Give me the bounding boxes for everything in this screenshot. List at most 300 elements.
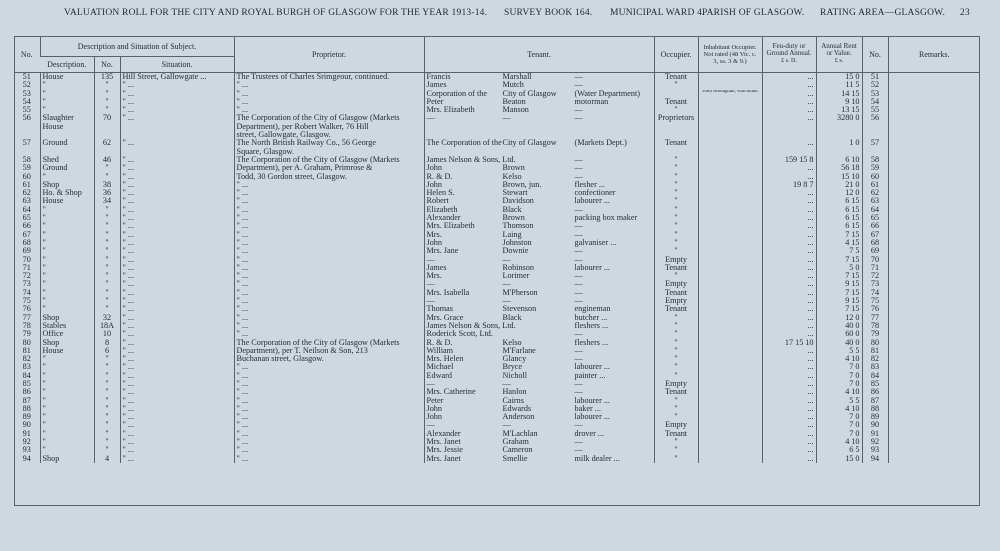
occupier-cell: " xyxy=(654,413,698,421)
street-number xyxy=(94,123,120,131)
situation-cell: " ... xyxy=(120,289,234,297)
remarks-cell xyxy=(888,339,980,347)
street-number: " xyxy=(94,405,120,413)
occupier-cell: Tenant xyxy=(654,388,698,396)
tenant-cell xyxy=(424,123,654,131)
feuduty-cell: ... xyxy=(762,430,816,438)
tenant-last: Thomson xyxy=(502,222,534,231)
tenant-first: Mrs. Isabella xyxy=(426,288,470,297)
tenant-occupation: — xyxy=(574,272,583,281)
col-description: Description. xyxy=(40,57,94,73)
street-number: " xyxy=(94,164,120,172)
tenant-last: Laing xyxy=(502,230,522,239)
feuduty-cell: ... xyxy=(762,363,816,371)
tenant-first: James xyxy=(426,263,447,272)
situation-cell: " ... xyxy=(120,181,234,189)
inhabitant-cell xyxy=(698,355,762,363)
tenant-last: Black xyxy=(502,205,522,214)
street-number: 34 xyxy=(94,197,120,205)
table-row xyxy=(14,413,980,421)
remarks-cell xyxy=(888,289,980,297)
tenant-first: William xyxy=(426,346,454,355)
occupier-cell: " xyxy=(654,405,698,413)
feuduty-cell: 17 15 10 xyxy=(762,339,816,347)
street-number: " xyxy=(94,106,120,114)
row-number-right: 83 xyxy=(862,363,888,371)
tenant-first: The Corporation of the xyxy=(426,139,502,148)
rent-cell: 12 0 xyxy=(816,189,862,197)
tenant-first: Mrs. xyxy=(426,272,442,281)
tenant-occupation: labourer ... xyxy=(574,363,610,372)
tenant-last: M'Pherson xyxy=(502,288,538,297)
inhabitant-cell xyxy=(698,388,762,396)
feuduty-cell: ... xyxy=(762,214,816,222)
table-row xyxy=(14,239,980,247)
rent-cell: 7 0 xyxy=(816,372,862,380)
proprietor-cell: " ... xyxy=(234,264,424,272)
situation-cell: " ... xyxy=(120,388,234,396)
situation-cell: " ... xyxy=(120,280,234,288)
row-number: 71 xyxy=(22,263,31,272)
street-number: 6 xyxy=(94,347,120,355)
col-remarks: Remarks. xyxy=(888,36,980,73)
col-no2: No. xyxy=(862,36,888,73)
tenant-cell xyxy=(424,272,654,280)
row-number: 72 xyxy=(22,272,31,281)
rent-cell: 5 5 xyxy=(816,397,862,405)
description-cell: " xyxy=(40,280,94,288)
feuduty-cell: ... xyxy=(762,222,816,230)
tenant-cell xyxy=(424,405,654,413)
rent-cell: 6 15 xyxy=(816,206,862,214)
tenant-last: City of Glasgow xyxy=(502,139,557,148)
rent-cell: 1 0 xyxy=(816,139,862,147)
inhabitant-cell xyxy=(698,139,762,147)
occupier-cell xyxy=(654,123,698,131)
description-cell: Ho. & Shop xyxy=(40,189,94,197)
inhabitant-cell xyxy=(698,148,762,156)
table-row xyxy=(14,322,980,330)
row-number xyxy=(14,123,40,131)
remarks-cell xyxy=(888,363,980,371)
remarks-cell xyxy=(888,446,980,454)
row-number: 53 xyxy=(22,89,31,98)
inhabitant-cell xyxy=(698,173,762,181)
row-number: 70 xyxy=(22,255,31,264)
proprietor-cell: " ... xyxy=(234,455,424,463)
tenant-first: John xyxy=(426,238,442,247)
table-row xyxy=(14,181,980,189)
row-number-right: 60 xyxy=(862,173,888,181)
tenant-cell xyxy=(424,372,654,380)
proprietor-cell: " ... xyxy=(234,256,424,264)
row-number xyxy=(14,131,40,139)
row-number-right xyxy=(862,131,888,139)
situation-cell: " ... xyxy=(120,139,234,147)
tenant-occupation: — xyxy=(574,230,583,239)
remarks-cell xyxy=(888,214,980,222)
feuduty-cell: ... xyxy=(762,330,816,338)
tenant-first: Mrs. Catherine xyxy=(426,388,476,397)
row-number: 69 xyxy=(22,247,31,256)
table-row xyxy=(14,363,980,371)
row-number: 54 xyxy=(22,97,31,106)
situation-cell: " ... xyxy=(120,114,234,122)
row-number-right: 92 xyxy=(862,438,888,446)
rent-label: Annual Rent or Value. xyxy=(821,41,857,58)
remarks-cell xyxy=(888,421,980,429)
remarks-cell xyxy=(888,264,980,272)
situation-cell: " ... xyxy=(120,239,234,247)
inhabitant-cell xyxy=(698,264,762,272)
description-cell: Shop xyxy=(40,314,94,322)
feuduty-cell: ... xyxy=(762,272,816,280)
description-cell: " xyxy=(40,297,94,305)
remarks-cell xyxy=(888,156,980,164)
tenant-last: Black xyxy=(502,313,522,322)
table-body xyxy=(14,73,980,463)
inhabitant-cell xyxy=(698,81,762,89)
feuduty-cell: ... xyxy=(762,231,816,239)
rent-cell: 7 15 xyxy=(816,231,862,239)
occupier-cell: " xyxy=(654,355,698,363)
tenant-occupation: — xyxy=(574,106,583,115)
tenant-last: — xyxy=(502,297,511,306)
row-number-right: 84 xyxy=(862,372,888,380)
rent-cell: 9 15 xyxy=(816,297,862,305)
remarks-cell xyxy=(888,430,980,438)
table-row xyxy=(14,81,980,89)
occupier-cell: Empty xyxy=(654,297,698,305)
proprietor-cell: " ... xyxy=(234,214,424,222)
street-number: " xyxy=(94,430,120,438)
tenant-last: Stewart xyxy=(502,189,528,198)
row-number-right: 68 xyxy=(862,239,888,247)
tenant-occupation: motorman xyxy=(574,97,609,106)
proprietor-cell: " ... xyxy=(234,413,424,421)
row-number-right: 56 xyxy=(862,114,888,122)
situation-cell: " ... xyxy=(120,231,234,239)
proprietor-cell: " ... xyxy=(234,222,424,230)
inhabitant-cell xyxy=(698,405,762,413)
tenant-first: — xyxy=(426,379,435,388)
occupier-cell xyxy=(654,148,698,156)
tenant-occupation: baker ... xyxy=(574,404,601,413)
rent-cell: 13 15 xyxy=(816,106,862,114)
row-number: 58 xyxy=(22,155,31,164)
table-row xyxy=(14,388,980,396)
remarks-cell xyxy=(888,81,980,89)
tenant-cell xyxy=(424,164,654,172)
tenant-cell xyxy=(424,397,654,405)
tenant-occupation: engineman xyxy=(574,305,611,314)
table-row xyxy=(14,123,980,131)
description-cell: " xyxy=(40,106,94,114)
description-cell: " xyxy=(40,397,94,405)
street-number: " xyxy=(94,397,120,405)
occupier-cell: " xyxy=(654,214,698,222)
row-number-right: 77 xyxy=(862,314,888,322)
tenant-occupation: — xyxy=(574,164,583,173)
tenant-cell xyxy=(424,380,654,388)
feuduty-cell: ... xyxy=(762,81,816,89)
tenant-occupation: butcher ... xyxy=(574,313,608,322)
tenant-first: — xyxy=(426,255,435,264)
tenant-first: Mrs. Helen xyxy=(426,355,464,364)
row-number: 55 xyxy=(22,106,31,115)
street-number: " xyxy=(94,81,120,89)
tenant-last: Marshall xyxy=(502,72,532,81)
inhabitant-cell xyxy=(698,430,762,438)
tenant-occupation: — xyxy=(574,114,583,123)
tenant-cell xyxy=(424,446,654,454)
rent-cell: 60 0 xyxy=(816,330,862,338)
situation-cell: " ... xyxy=(120,405,234,413)
rent-cell: 6 15 xyxy=(816,214,862,222)
remarks-cell xyxy=(888,239,980,247)
feuduty-cell: ... xyxy=(762,289,816,297)
row-number-right xyxy=(862,123,888,131)
tenant-last: Stevenson xyxy=(502,305,537,314)
tenant-last: Glancy xyxy=(502,355,527,364)
remarks-cell xyxy=(888,106,980,114)
row-number-right: 85 xyxy=(862,380,888,388)
tenant-occupation: (Water Department) xyxy=(574,89,641,98)
tenant-cell xyxy=(424,173,654,181)
description-cell: House xyxy=(40,73,94,82)
tenant-first: John xyxy=(426,413,442,422)
tenant-first: — xyxy=(426,114,435,123)
row-number: 52 xyxy=(22,81,31,90)
tenant-last: Brown xyxy=(502,214,525,223)
table-row xyxy=(14,330,980,338)
situation-cell: " ... xyxy=(120,164,234,172)
occupier-cell: " xyxy=(654,164,698,172)
situation-cell: " ... xyxy=(120,222,234,230)
tenant-first: Helen S. xyxy=(426,189,455,198)
row-number: 92 xyxy=(22,438,31,447)
remarks-cell xyxy=(888,405,980,413)
occupier-cell: " xyxy=(654,222,698,230)
remarks-cell xyxy=(888,438,980,446)
description-cell: " xyxy=(40,272,94,280)
feuduty-cell: ... xyxy=(762,322,816,330)
tenant-last: Downie xyxy=(502,247,529,256)
row-number-right: 58 xyxy=(862,156,888,164)
tenant-last: — xyxy=(502,421,511,430)
remarks-cell xyxy=(888,189,980,197)
tenant-first: Edward xyxy=(426,371,452,380)
street-number: " xyxy=(94,297,120,305)
tenant-cell xyxy=(424,388,654,396)
tenant-cell xyxy=(424,339,654,347)
tenant-last: Anderson xyxy=(502,413,535,422)
table-row xyxy=(14,297,980,305)
table-row xyxy=(14,231,980,239)
description-cell: Shed xyxy=(40,156,94,164)
rent-cell: 6 5 xyxy=(816,446,862,454)
situation-cell: " ... xyxy=(120,297,234,305)
page-number: 23 xyxy=(960,8,970,18)
proprietor-cell: " ... xyxy=(234,430,424,438)
tenant-first: Mrs. Janet xyxy=(426,454,461,463)
tenant-last: M'Lachlan xyxy=(502,429,538,438)
tenant-last: Kelso xyxy=(502,338,522,347)
street-number xyxy=(94,148,120,156)
table-row xyxy=(14,264,980,272)
rent-cell: 3280 0 xyxy=(816,114,862,122)
occupier-cell: " xyxy=(654,397,698,405)
row-number-right: 72 xyxy=(862,272,888,280)
remarks-cell xyxy=(888,98,980,106)
tenant-occupation: fleshers ... xyxy=(574,321,609,330)
table-row xyxy=(14,421,980,429)
tenant-occupation: (Markets Dept.) xyxy=(574,139,627,148)
street-number: " xyxy=(94,90,120,98)
street-number: " xyxy=(94,222,120,230)
row-number-right: 91 xyxy=(862,430,888,438)
proprietor-cell: Todd, 30 Gordon street, Glasgow. xyxy=(234,173,424,181)
rent-cell: 14 15 xyxy=(816,90,862,98)
street-number: " xyxy=(94,98,120,106)
situation-cell: " ... xyxy=(120,214,234,222)
rent-cell: 7 0 xyxy=(816,421,862,429)
description-cell: " xyxy=(40,239,94,247)
inhabitant-cell xyxy=(698,114,762,122)
tenant-occupation: — xyxy=(574,379,583,388)
table-row xyxy=(14,173,980,181)
situation-cell: " ... xyxy=(120,380,234,388)
municipal-ward: MUNICIPAL WARD 4. xyxy=(610,8,705,18)
row-number-right: 67 xyxy=(862,231,888,239)
feuduty-cell xyxy=(762,123,816,131)
row-number-right: 78 xyxy=(862,322,888,330)
remarks-cell xyxy=(888,123,980,131)
feuduty-cell: ... xyxy=(762,372,816,380)
situation-cell xyxy=(120,131,234,139)
street-number: " xyxy=(94,355,120,363)
description-cell: " xyxy=(40,421,94,429)
table-row xyxy=(14,156,980,164)
occupier-cell: " xyxy=(654,272,698,280)
situation-cell: " ... xyxy=(120,430,234,438)
table-row xyxy=(14,139,980,147)
street-number: " xyxy=(94,388,120,396)
description-cell: Shop xyxy=(40,181,94,189)
occupier-cell: Tenant xyxy=(654,98,698,106)
row-number-right: 73 xyxy=(862,280,888,288)
rent-cell: 7 0 xyxy=(816,413,862,421)
tenant-first: Alexander xyxy=(426,214,461,223)
inhabitant-cell xyxy=(698,413,762,421)
feuduty-cell: ... xyxy=(762,438,816,446)
proprietor-cell: " ... xyxy=(234,388,424,396)
proprietor-cell: " ... xyxy=(234,446,424,454)
tenant-cell xyxy=(424,239,654,247)
row-number-right: 65 xyxy=(862,214,888,222)
description-cell: " xyxy=(40,98,94,106)
row-number: 94 xyxy=(22,454,31,463)
inhabitant-cell xyxy=(698,372,762,380)
table-row xyxy=(14,189,980,197)
proprietor-cell: The Corporation of the City of Glasgow (Markets xyxy=(234,339,424,347)
table-row xyxy=(14,446,980,454)
remarks-cell xyxy=(888,314,980,322)
rent-cell: 7 0 xyxy=(816,380,862,388)
description-cell: " xyxy=(40,173,94,181)
tenant-last: Brown, jun. xyxy=(502,180,542,189)
page-header xyxy=(0,8,1000,22)
inhabitant-cell xyxy=(698,363,762,371)
situation-cell: " ... xyxy=(120,339,234,347)
situation-cell: " ... xyxy=(120,305,234,313)
feuduty-cell: ... xyxy=(762,297,816,305)
proprietor-cell: " ... xyxy=(234,280,424,288)
proprietor-cell: The North British Railway Co., 56 George xyxy=(234,139,424,147)
tenant-occupation: painter ... xyxy=(574,371,606,380)
tenant-first: Roderick Scott, Ltd. xyxy=(426,330,493,339)
feuduty-cell: ... xyxy=(762,164,816,172)
row-number: 63 xyxy=(22,197,31,206)
row-number: 84 xyxy=(22,371,31,380)
proprietor-cell: " ... xyxy=(234,98,424,106)
feuduty-units: £ s. D. xyxy=(781,57,797,64)
row-number-right: 61 xyxy=(862,181,888,189)
tenant-first: Peter xyxy=(426,396,444,405)
description-cell: " xyxy=(40,405,94,413)
tenant-occupation: labourer ... xyxy=(574,197,610,206)
rent-cell: 6 15 xyxy=(816,197,862,205)
feuduty-cell: ... xyxy=(762,347,816,355)
situation-cell: " ... xyxy=(120,256,234,264)
tenant-first: Mrs. Janet xyxy=(426,438,461,447)
inhabitant-cell xyxy=(698,339,762,347)
street-number: 4 xyxy=(94,455,120,463)
remarks-cell xyxy=(888,272,980,280)
remarks-cell xyxy=(888,413,980,421)
table-row xyxy=(14,73,980,82)
tenant-cell xyxy=(424,280,654,288)
situation-cell: " ... xyxy=(120,347,234,355)
description-cell: " xyxy=(40,372,94,380)
tenant-cell xyxy=(424,197,654,205)
tenant-cell xyxy=(424,131,654,139)
tenant-last: — xyxy=(502,114,511,123)
tenant-first: Mrs. Elizabeth xyxy=(426,222,475,231)
situation-cell: " ... xyxy=(120,173,234,181)
tenant-cell xyxy=(424,355,654,363)
occupier-cell: " xyxy=(654,363,698,371)
remarks-cell xyxy=(888,231,980,239)
proprietor-cell: " ... xyxy=(234,405,424,413)
description-cell: Slaughter xyxy=(40,114,94,122)
tenant-first: Corporation of the xyxy=(426,89,487,98)
rent-cell: 7 0 xyxy=(816,363,862,371)
row-number-right: 94 xyxy=(862,455,888,463)
tenant-occupation: fleshers ... xyxy=(574,338,609,347)
street-number: " xyxy=(94,372,120,380)
tenant-occupation: — xyxy=(574,280,583,289)
tenant-first: Alexander xyxy=(426,429,461,438)
row-number: 89 xyxy=(22,413,31,422)
proprietor-cell: " ... xyxy=(234,189,424,197)
row-number: 86 xyxy=(22,388,31,397)
inhabitant-cell xyxy=(698,446,762,454)
table-row xyxy=(14,347,980,355)
proprietor-cell: " ... xyxy=(234,247,424,255)
table-row xyxy=(14,222,980,230)
tenant-cell xyxy=(424,214,654,222)
